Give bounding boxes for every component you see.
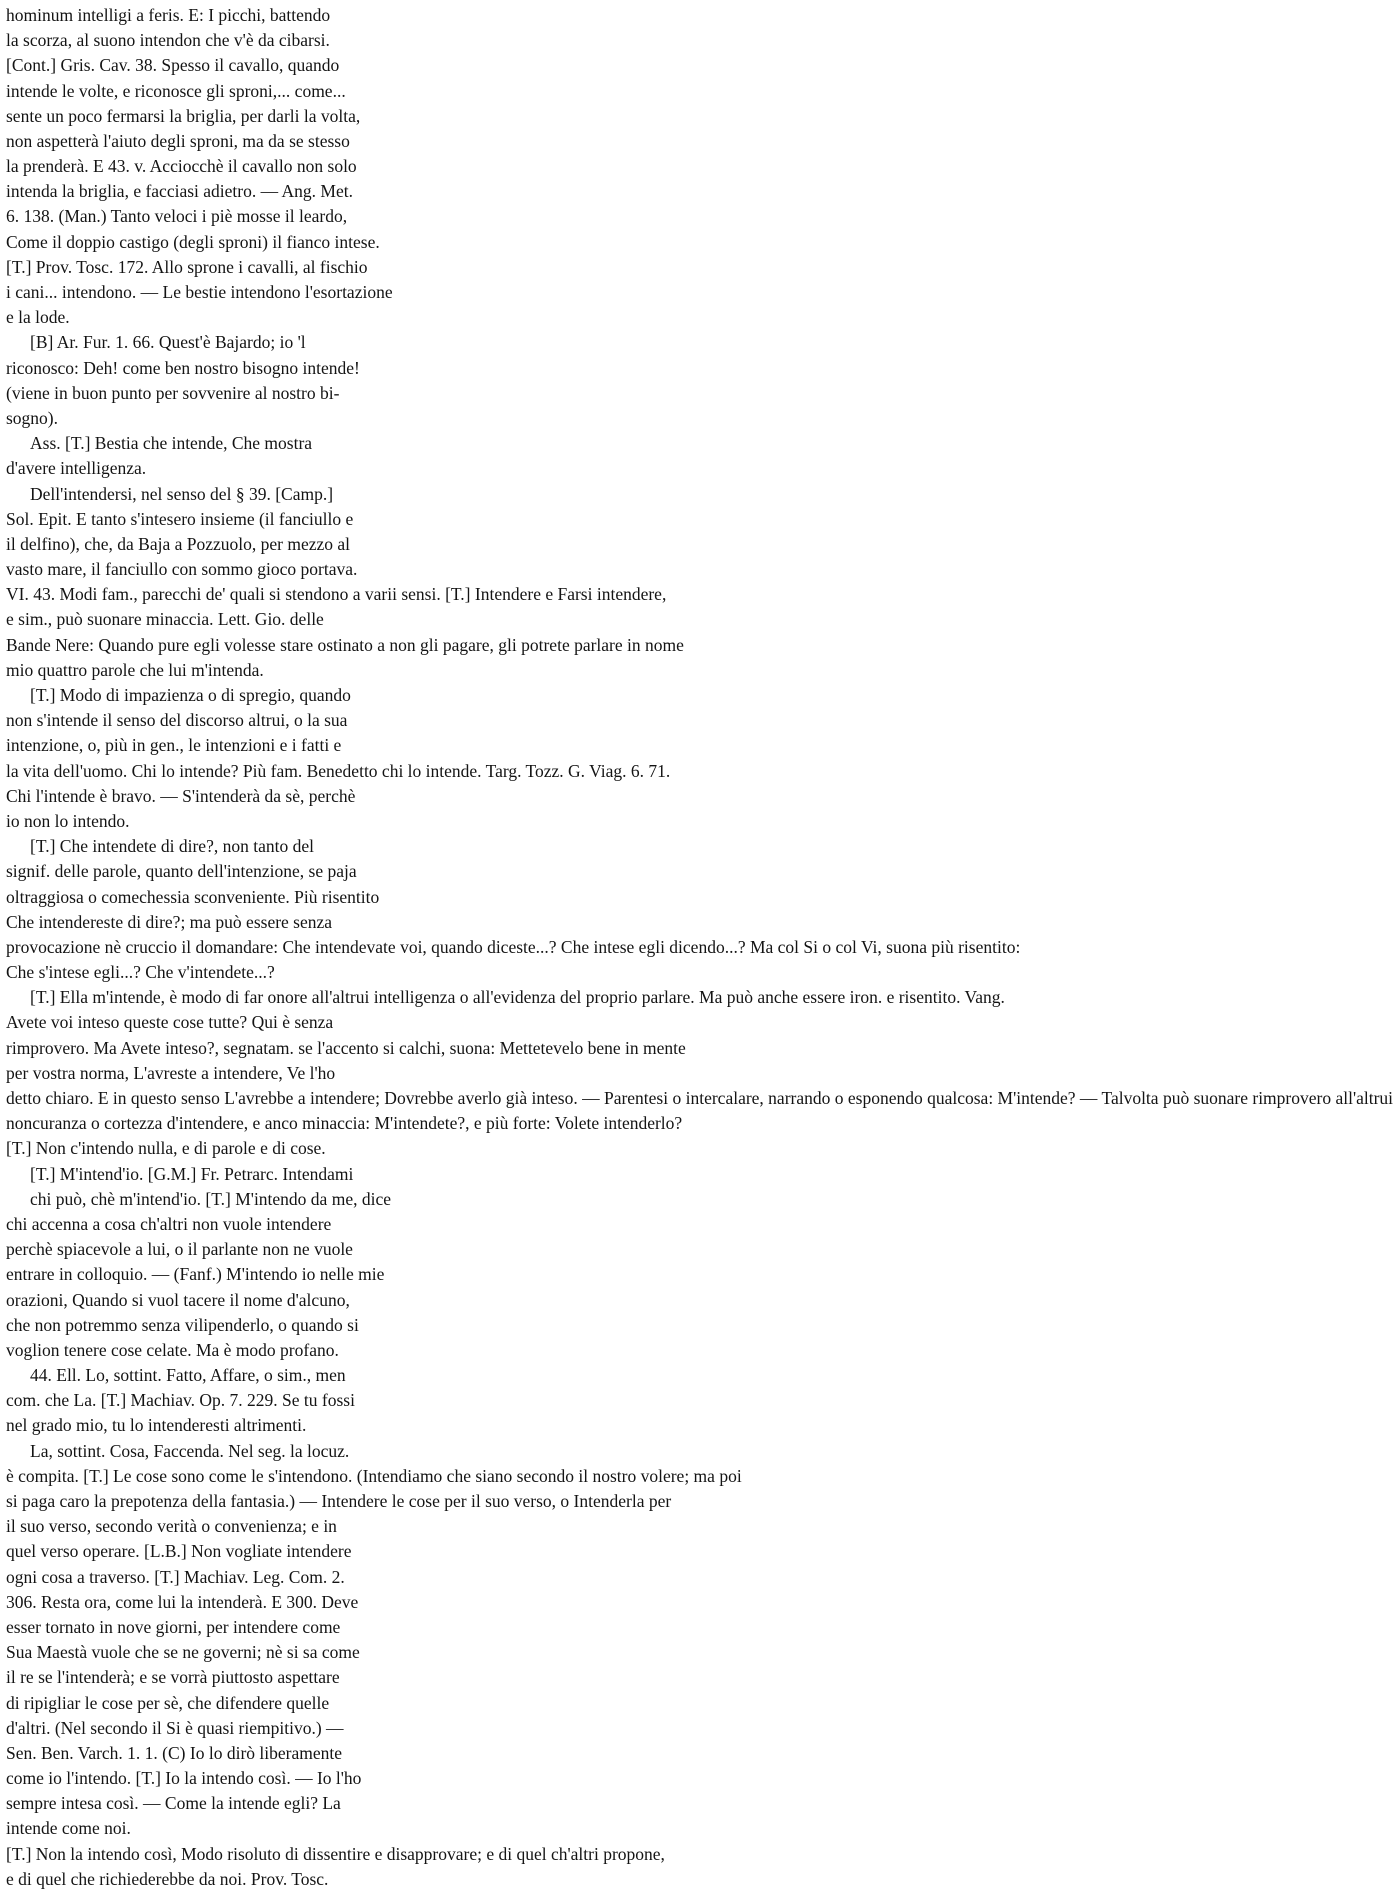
text-line: oltraggiosa o comechessia sconveniente. Più risentito — [6, 886, 380, 907]
text-line: la prenderà. E 43. v. Acciocchè il cavallo non solo — [6, 156, 357, 177]
text-line: i cani... intendono. — Le bestie intendono l'esortazione — [6, 282, 393, 303]
text-line: non s'intende il senso del discorso altrui, o la sua — [6, 710, 348, 731]
text-line: quel verso operare. [L.B.] Non vogliate intendere — [6, 1541, 352, 1562]
text-line: sogno). — [6, 407, 59, 428]
text-line: [B] Ar. Fur. 1. 66. Quest'è Bajardo; io 'l — [30, 332, 306, 353]
text-line: si paga caro la prepotenza della fantasia.) — Intendere le cose per il suo verso, o Intenderla per — [6, 1491, 672, 1511]
text-line: Che intendereste di dire?; ma può essere senza — [6, 911, 333, 932]
text-line: [T.] Che intendete di dire?, non tanto del — [30, 836, 314, 857]
text-line: VI. 43. Modi fam., parecchi de' quali si stendono a varii sensi. [T.] Intendere e Farsi intendere, — [6, 584, 667, 605]
text-line: hominum intelligi a feris. E: I picchi, battendo — [6, 5, 331, 25]
text-line: intende come noi. — [6, 1818, 131, 1839]
text-line: è compita. [T.] Le cose sono come le s'intendono. (Intendiamo che siano secondo il nostro volere; ma poi — [6, 1465, 742, 1486]
text-line: Che s'intese egli...? Che v'intendete...? — [6, 962, 275, 983]
text-line: (viene in buon punto per sovvenire al nostro bi- — [6, 382, 340, 403]
text-line: e sim., può suonare minaccia. Lett. Gio. delle — [6, 609, 324, 630]
text-line: [T.] Modo di impazienza o di spregio, quando — [30, 685, 351, 706]
text-line: noncuranza o cortezza d'intendere, e anco minaccia: M'intendete?, e più forte: Volete intenderlo? — [6, 1113, 683, 1134]
text-line: com. che La. [T.] Machiav. Op. 7. 229. Se tu fossi — [6, 1390, 355, 1411]
text-line: sempre intesa così. — Come la intende egli? La — [6, 1793, 341, 1814]
text-line: 44. Ell. Lo, sottint. Fatto, Affare, o sim., men — [30, 1365, 346, 1386]
text-line: mio quattro parole che lui m'intenda. — [6, 659, 264, 680]
text-line: 306. Resta ora, come lui la intenderà. E 300. Deve — [6, 1591, 359, 1612]
text-line: chi può, chè m'intend'io. [T.] M'intendo da me, dice — [30, 1188, 391, 1209]
text-line: [T.] Non c'intendo nulla, e di parole e di cose. — [6, 1138, 326, 1159]
text-line: e di quel che richiederebbe da noi. Prov. Tosc. — [6, 1868, 329, 1889]
text-line: Avete voi inteso queste cose tutte? Qui è senza — [6, 1012, 334, 1033]
text-line: come io l'intendo. [T.] Io la intendo così. — Io l'ho — [6, 1768, 362, 1789]
text-line: Sol. Epit. E tanto s'intesero insieme (il fanciullo e — [6, 508, 354, 529]
text-line: [Cont.] Gris. Cav. 38. Spesso il cavallo, quando — [6, 55, 340, 76]
text-line: [T.] M'intend'io. [G.M.] Fr. Petrarc. Intendami — [30, 1163, 354, 1184]
text-line: riconosco: Deh! come ben nostro bisogno intende! — [6, 357, 360, 378]
text-line: Ass. [T.] Bestia che intende, Che mostra — [30, 433, 313, 454]
text-line: chi accenna a cosa ch'altri non vuole intendere — [6, 1213, 332, 1234]
text-line: esser tornato in nove giorni, per intendere come — [6, 1616, 341, 1637]
text-line: Sen. Ben. Varch. 1. 1. (C) Io lo dirò liberamente — [6, 1742, 342, 1763]
text-line: detto chiaro. E in questo senso L'avrebbe a intendere; Dovrebbe averlo già inteso. — Parentesi o intercalare, narrando o esponendo qualcosa: M'intende? — Talvolta può suonare rimprovero all'altrui — [6, 1088, 1393, 1109]
text-line: d'altri. (Nel secondo il Si è quasi riempitivo.) — — [6, 1717, 344, 1738]
text-line: il re se l'intenderà; e se vorrà piuttosto aspettare — [6, 1667, 340, 1688]
text-line: voglion tenere cose celate. Ma è modo profano. — [6, 1339, 339, 1360]
text-line: e la lode. — [6, 307, 70, 328]
text-line: rimprovero. Ma Avete inteso?, segnatam. se l'accento si calchi, suona: Mettetevelo bene in mente — [6, 1037, 686, 1058]
text-line: il suo verso, secondo verità o convenienza; e in — [6, 1516, 337, 1537]
text-line: orazioni, Quando si vuol tacere il nome d'alcuno, — [6, 1289, 350, 1310]
text-line: provocazione nè cruccio il domandare: Che intendevate voi, quando diceste...? Che intese egli dicendo...? Ma col Si o col Vi, suona più risentito: — [6, 936, 1021, 957]
text-line: La, sottint. Cosa, Faccenda. Nel seg. la locuz. — [30, 1440, 350, 1461]
text-line: la vita dell'uomo. Chi lo intende? Più fam. Benedetto chi lo intende. Targ. Tozz. G. Viag. 6. 71. — [6, 760, 671, 781]
text-line: il delfino), che, da Baja a Pozzuolo, per mezzo al — [6, 533, 351, 554]
text-line: intenda la briglia, e facciasi adietro. — Ang. Met. — [6, 181, 353, 202]
text-line: intende le volte, e riconosce gli sproni,... come... — [6, 80, 346, 101]
text-line: io non lo intendo. — [6, 810, 130, 831]
text-line: nel grado mio, tu lo intenderesti altrimenti. — [6, 1415, 307, 1436]
text-line: d'avere intelligenza. — [6, 458, 147, 479]
text-line: 6. 138. (Man.) Tanto veloci i piè mosse il leardo, — [6, 206, 348, 227]
text-line: per vostra norma, L'avreste a intendere, Ve l'ho — [6, 1062, 336, 1083]
text-line: [T.] Non la intendo così, Modo risoluto di dissentire e disapprovare; e di quel ch'altri propone, — [6, 1843, 665, 1864]
text-line: sente un poco fermarsi la briglia, per darli la volta, — [6, 105, 361, 126]
text-line: non aspetterà l'aiuto degli sproni, ma da se stesso — [6, 130, 350, 151]
text-line: Bande Nere: Quando pure egli volesse stare ostinato a non gli pagare, gli potrete parlare in nome — [6, 634, 684, 655]
text-line: Dell'intendersi, nel senso del § 39. [Camp.] — [30, 483, 334, 504]
text-line: di ripigliar le cose per sè, che difendere quelle — [6, 1692, 330, 1713]
text-line: Chi l'intende è bravo. — S'intenderà da sè, perchè — [6, 785, 356, 806]
text-line: [T.] Prov. Tosc. 172. Allo sprone i cavalli, al fischio — [6, 256, 368, 277]
text-line: intenzione, o, più in gen., le intenzioni e i fatti e — [6, 735, 342, 756]
text-line: [T.] Ella m'intende, è modo di far onore all'altrui intelligenza o all'evidenza del proprio parlare. Ma può anche essere iron. e risentito. Vang. — [30, 987, 1005, 1008]
text-line: la scorza, al suono intendon che v'è da cibarsi. — [6, 30, 330, 51]
text-line: vasto mare, il fanciullo con sommo gioco portava. — [6, 559, 358, 580]
text-line: ogni cosa a traverso. [T.] Machiav. Leg. Com. 2. — [6, 1566, 345, 1587]
text-line: entrare in colloquio. — (Fanf.) M'intendo io nelle mie — [6, 1264, 385, 1285]
text-line: perchè spiacevole a lui, o il parlante non ne vuole — [6, 1239, 353, 1260]
text-line: Come il doppio castigo (degli sproni) il fianco intese. — [6, 231, 380, 252]
text-line: signif. delle parole, quanto dell'intenzione, se paja — [6, 861, 357, 882]
text-line: Sua Maestà vuole che se ne governi; nè si sa come — [6, 1642, 360, 1663]
text-line: che non potremmo senza vilipenderlo, o quando si — [6, 1314, 359, 1335]
